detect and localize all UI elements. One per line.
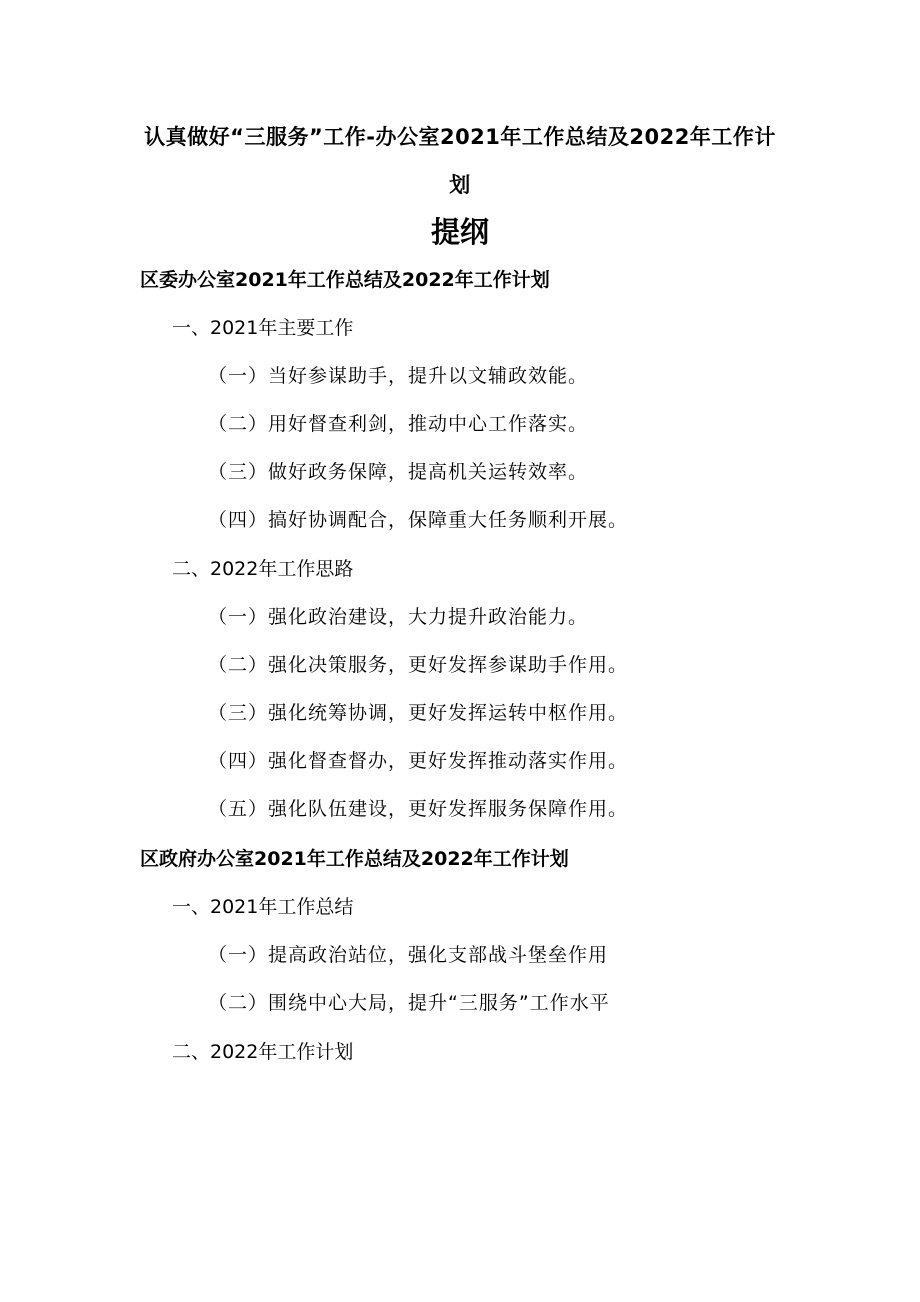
outline-item: （五）强化队伍建设，更好发挥服务保障作用。 bbox=[208, 798, 629, 820]
outline-part-label: 二、2022年工作计划 bbox=[172, 1041, 354, 1063]
section-heading: 区委办公室2021年工作总结及2022年工作计划 bbox=[140, 269, 550, 291]
outline-item: （二）强化决策服务，更好发挥参谋助手作用。 bbox=[208, 654, 629, 676]
outline-item: （四）强化督查督办，更好发挥推动落实作用。 bbox=[208, 750, 629, 772]
document-title-line-2: 划 bbox=[449, 173, 471, 197]
outline-item: （四）搞好协调配合，保障重大任务顺利开展。 bbox=[208, 509, 629, 531]
outline-item: （一）提高政治站位，强化支部战斗堡垒作用 bbox=[208, 944, 609, 966]
outline-item: （二）用好督查利剑，推动中心工作落实。 bbox=[208, 413, 589, 435]
outline-part-label: 一、2021年主要工作 bbox=[172, 317, 354, 339]
outline-item: （二）围绕中心大局，提升“三服务”工作水平 bbox=[208, 992, 610, 1014]
document-title-line-1: 认真做好“三服务”工作-办公室2021年工作总结及2022年工作计 bbox=[144, 125, 776, 149]
outline-part-label: 一、2021年工作总结 bbox=[172, 896, 354, 918]
outline-heading: 提纲 bbox=[430, 215, 489, 249]
outline-item: （一）强化政治建设，大力提升政治能力。 bbox=[208, 606, 589, 628]
outline-part-label: 二、2022年工作思路 bbox=[172, 558, 354, 580]
outline-item: （三）做好政务保障，提高机关运转效率。 bbox=[208, 461, 589, 483]
section-heading: 区政府办公室2021年工作总结及2022年工作计划 bbox=[140, 848, 569, 870]
outline-item: （一）当好参谋助手，提升以文辅政效能。 bbox=[208, 365, 589, 387]
outline-item: （三）强化统筹协调，更好发挥运转中枢作用。 bbox=[208, 702, 629, 724]
